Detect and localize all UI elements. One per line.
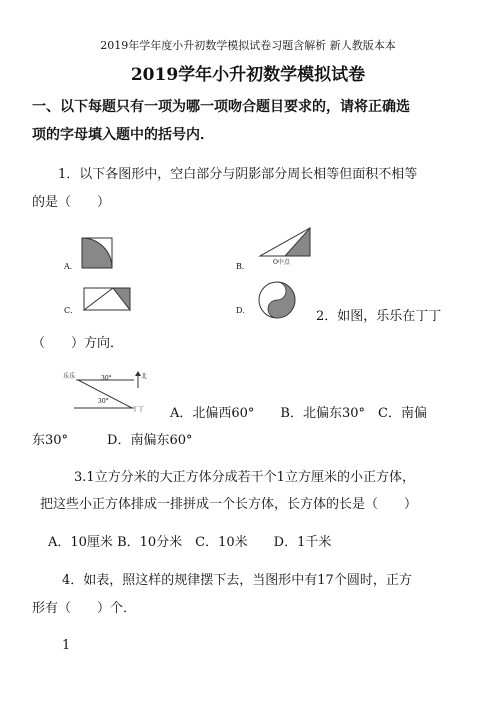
- q1-figure-b-label: O中点: [273, 259, 290, 266]
- q1-option-c-label: C．: [64, 306, 79, 315]
- q1-text-line1: 1．以下各图形中，空白部分与阴影部分周长相等但面积不相等: [58, 167, 418, 182]
- q3-text-line2: 把这些小正方体排成一排拼成一个长方体，长方体的长是（ ）: [40, 497, 418, 512]
- q1-option-a-label: A．: [64, 262, 78, 271]
- q1-figure-d: [257, 280, 297, 320]
- q1-figure-c: [83, 287, 133, 315]
- q4-text-line1: 4．如表，照这样的规律摆下去，当图形中有17个圆时，正方: [62, 573, 412, 588]
- q2-options-line2: 东30° D．南偏东60°: [32, 433, 193, 448]
- q2-text-line2: （ ）方向．: [32, 336, 124, 351]
- q2-label-angle-top: 30°: [101, 375, 112, 382]
- q1-option-b-label: B．: [236, 262, 250, 271]
- page-number: 1: [62, 638, 71, 653]
- exam-title: 2019学年小升初数学模拟试卷: [130, 65, 366, 85]
- q2-label-angle-bottom: 30°: [98, 398, 109, 405]
- q3-options: A．10厘米 B．10分米 C．10米 D．1千米: [48, 535, 332, 550]
- q2-label-north: 北: [141, 373, 148, 380]
- q4-text-line2: 形有（ ）个．: [32, 601, 137, 616]
- section-instruction-line1: 一、以下每题只有一项为哪一项吻合题目要求的，请将正确选: [32, 99, 410, 115]
- q2-label-dingding: 丁丁: [132, 406, 145, 413]
- q1-text-line2: 的是（ ）: [32, 195, 111, 210]
- page-header: 2019年学年度小升初数学模拟试卷习题含解析 新人教版本本: [100, 39, 396, 52]
- q2-text-line1: 2．如图，乐乐在丁丁: [316, 309, 442, 324]
- q3-text-line1: 3.1立方分米的大正方体分成若干个1立方厘米的小正方体，: [74, 470, 415, 485]
- q2-direction-figure: [64, 370, 164, 416]
- q1-option-d-label: D．: [236, 306, 251, 315]
- q2-options-line1: A．北偏西60° B．北偏东30° C．南偏: [170, 406, 427, 421]
- section-instruction-line2: 项的字母填入题中的括号内．: [32, 127, 214, 143]
- q1-figure-a: [80, 236, 114, 270]
- q2-label-lele: 乐乐: [63, 373, 76, 380]
